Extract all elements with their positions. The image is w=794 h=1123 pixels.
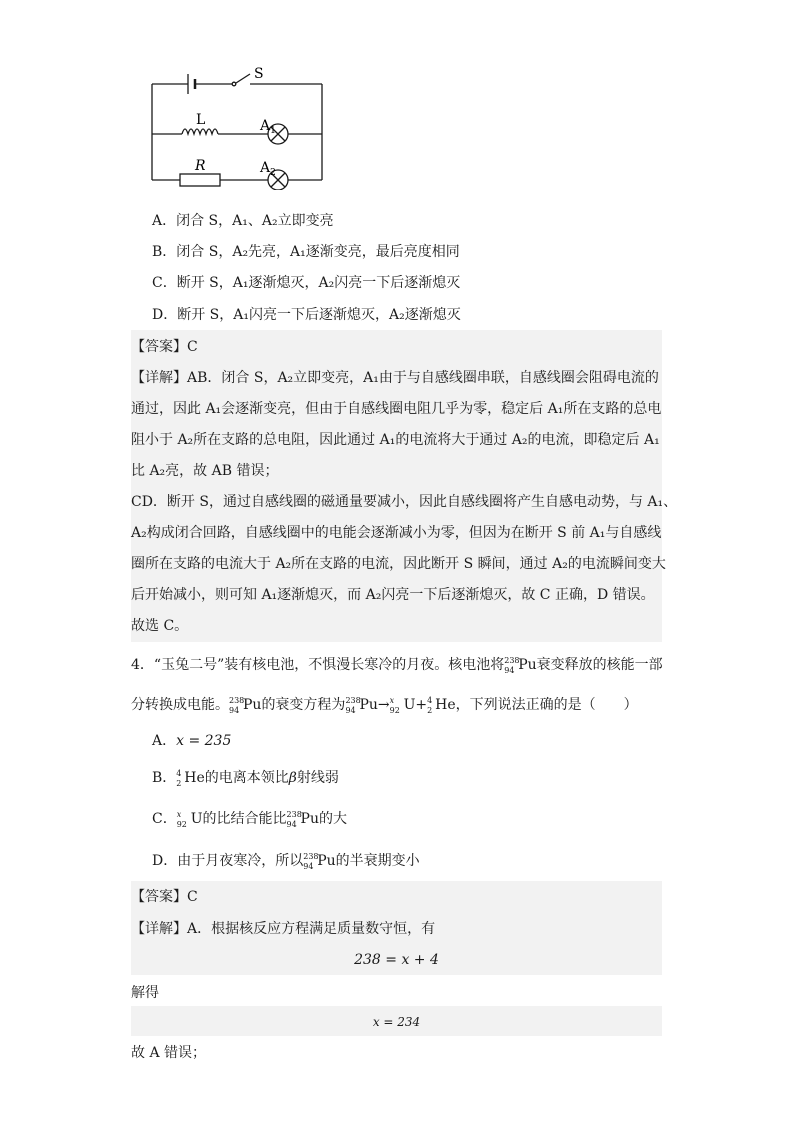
q3-detail-line: 比 A₂亮，故 AB 错误； <box>131 463 279 479</box>
q3-detail-line: A₂构成闭合回路，自感线圈中的电能会逐渐减小为零，但因为在断开 S 前 A₁与自感线 <box>131 525 662 541</box>
u-nuclide: x 92 <box>389 696 400 715</box>
q4-answer: 【答案】C <box>131 889 198 905</box>
q4-detail-line: 【详解】A．根据核反应方程满足质量数守恒，有 <box>131 921 436 937</box>
q3-option-b: B．闭合 S，A₂先亮，A₁逐渐变亮，最后亮度相同 <box>152 244 460 260</box>
lamp1-label: $A_1$ <box>260 118 276 136</box>
lamp2-label: $A_2$ <box>260 160 276 178</box>
switch-label: S <box>254 66 264 82</box>
arrow: → <box>377 697 390 713</box>
q3-option-d: D．断开 S，A₁闪亮一下后逐渐熄灭，A₂逐渐熄灭 <box>152 307 461 323</box>
pu-nuclide: 238 94 <box>303 852 319 871</box>
pu-nuclide: 238 94 <box>345 696 361 715</box>
q3-option-a: A．闭合 S，A₁、A₂立即变亮 <box>152 213 334 229</box>
q4-equation-2: x = 234 <box>372 1015 421 1029</box>
q4-stem-line2: 分转换成电能。 238 94 Pu的衰变方程为 238 94 Pu→ x 92 U+ 4 2 He，下列说法正确的是（ ） <box>131 696 638 715</box>
pu-nuclide: 238 94 <box>504 656 520 675</box>
q4-equation-1: 238 = x + 4 <box>354 952 439 968</box>
q3-detail-line: 后开始减小，则可知 A₁逐渐熄灭，而 A₂闪亮一下后逐渐熄灭，故 C 正确，D 错误。 <box>131 587 655 603</box>
u-nuclide: x 92 <box>176 810 187 829</box>
q3-detail-line: 圈所在支路的电流大于 A₂所在支路的电流，因此断开 S 瞬间，通过 A₂的电流瞬间变大 <box>131 556 666 572</box>
he-nuclide: 4 2 <box>427 696 433 715</box>
q4-option-b: B． 4 2 He的电离本领比β射线弱 <box>152 769 339 788</box>
circuit-diagram <box>140 60 340 190</box>
resistor-label: R <box>195 158 206 174</box>
q4-solve-label: 解得 <box>131 985 159 1001</box>
q4-option-c: C． x 92 U的比结合能比 238 94 Pu的大 <box>152 810 347 829</box>
he-nuclide: 4 2 <box>176 769 182 788</box>
pu-nuclide: 238 94 <box>229 696 245 715</box>
q4-conclusion: 故 A 错误； <box>131 1045 207 1061</box>
q3-detail-line: CD．断开 S，通过自感线圈的磁通量要减小，因此自感线圈将产生自感电动势，与 A₁、 <box>131 494 678 510</box>
q3-detail-line: 故选 C。 <box>131 618 189 634</box>
q4-option-a: A．x = 235 <box>152 733 232 749</box>
q3-detail-line: 阻小于 A₂所在支路的总电阻，因此通过 A₁的电流将大于通过 A₂的电流，即稳定后 A₁ <box>131 432 660 448</box>
pu-nuclide: 238 94 <box>286 810 302 829</box>
q3-answer: 【答案】C <box>131 339 198 355</box>
q3-option-c: C．断开 S，A₁逐渐熄灭，A₂闪亮一下后逐渐熄灭 <box>152 275 461 291</box>
q3-detail-line: 【详解】AB．闭合 S，A₂立即变亮，A₁由于与自感线圈串联，自感线圈会阻碍电流的 <box>131 370 659 386</box>
inductor-label: L <box>196 112 206 128</box>
q4-stem-line1: 4．“玉兔二号”装有核电池，不惧漫长寒冷的月夜。核电池将 238 94 Pu衰变释放的核能一部 <box>131 656 663 675</box>
q4-option-d: D．由于月夜寒冷，所以 238 94 Pu的半衰期变小 <box>152 852 420 871</box>
q3-detail-line: 通过，因此 A₁会逐渐变亮，但由于自感线圈电阻几乎为零，稳定后 A₁所在支路的总电 <box>131 401 662 417</box>
